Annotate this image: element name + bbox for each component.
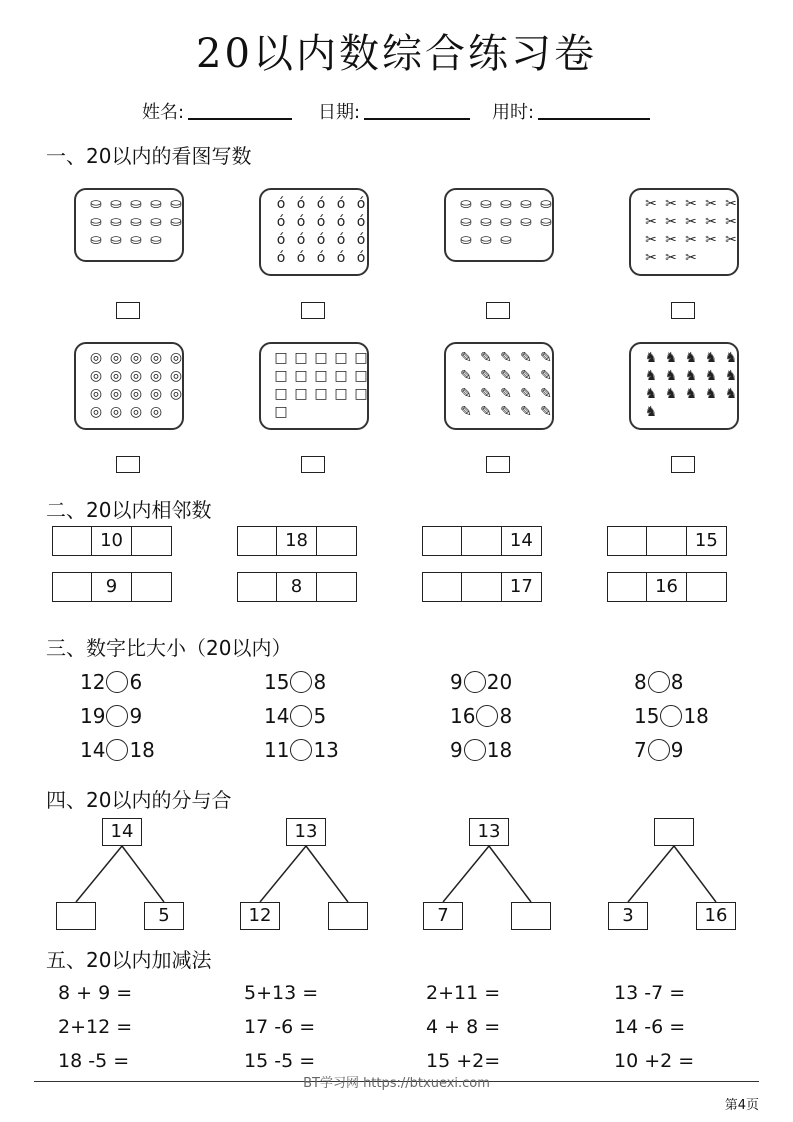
- curling-stone-icon: ⛀: [170, 214, 182, 230]
- split-line-left: [260, 846, 306, 902]
- arithmetic-problem[interactable]: 10 +2 =: [614, 1050, 695, 1072]
- chess-knight-icon: ♞: [644, 404, 658, 420]
- apple-icon: ó: [296, 232, 306, 248]
- square-icon: □: [314, 386, 328, 402]
- arithmetic-problem[interactable]: 2+11 =: [426, 982, 501, 1004]
- part-answer-box[interactable]: [328, 902, 368, 930]
- scissors-icon: ✂: [685, 196, 697, 212]
- volleyball-icon: ◎: [169, 368, 183, 384]
- whole-number: 14: [102, 818, 142, 846]
- volleyball-icon: ◎: [149, 404, 163, 420]
- square-icon: □: [334, 368, 348, 384]
- time-label: 用时:: [492, 102, 535, 123]
- square-icon: □: [294, 350, 308, 366]
- apple-icon: ó: [316, 250, 326, 266]
- scissors-icon: ✂: [705, 214, 717, 230]
- pencil-icon: ✎: [460, 386, 472, 402]
- split-line-right: [122, 846, 164, 902]
- pencil-icon: ✎: [480, 386, 492, 402]
- left-number: 19: [80, 704, 106, 728]
- arithmetic-problem[interactable]: 4 + 8 =: [426, 1016, 501, 1038]
- page-title: 20以内数综合练习卷: [196, 31, 597, 77]
- scissors-icon: ✂: [645, 232, 657, 248]
- arithmetic-problem[interactable]: 18 -5 =: [58, 1050, 130, 1072]
- split-line-right: [306, 846, 348, 902]
- part-number: 7: [423, 902, 463, 930]
- curling-stone-icon: ⛀: [90, 214, 102, 230]
- arithmetic-problem[interactable]: 13 -7 =: [614, 982, 686, 1004]
- square-icon: □: [294, 386, 308, 402]
- curling-stone-icon: ⛀: [170, 196, 182, 212]
- curling-stone-icon: ⛀: [460, 196, 472, 212]
- right-number: 5: [313, 704, 327, 728]
- volleyball-icon: ◎: [109, 350, 123, 366]
- curling-stone-icon: ⛀: [110, 196, 122, 212]
- curling-stone-icon: ⛀: [90, 196, 102, 212]
- left-number: 7: [634, 738, 647, 762]
- right-number: 9: [670, 738, 684, 762]
- volleyball-icon: ◎: [149, 368, 163, 384]
- curling-stone-icon: ⛀: [520, 196, 532, 212]
- apple-icon: ó: [316, 196, 326, 212]
- pencil-icon: ✎: [540, 350, 552, 366]
- square-icon: □: [354, 350, 368, 366]
- curling-stone-icon: ⛀: [540, 214, 552, 230]
- volleyball-icon: ◎: [109, 404, 123, 420]
- apple-icon: ó: [296, 196, 306, 212]
- section-5-heading: 五、20以内加减法: [46, 948, 212, 972]
- left-number: 9: [450, 670, 463, 694]
- pencil-icon: ✎: [460, 404, 472, 420]
- section-4-heading: 四、20以内的分与合: [46, 788, 232, 812]
- chess-knight-icon: ♞: [724, 350, 738, 366]
- part-number: 12: [240, 902, 280, 930]
- date-label: 日期:: [318, 102, 361, 123]
- given-number: 10: [92, 527, 131, 555]
- whole-number: 13: [286, 818, 326, 846]
- apple-icon: ó: [336, 232, 346, 248]
- apple-icon: ó: [296, 214, 306, 230]
- chess-knight-icon: ♞: [684, 368, 698, 384]
- scissors-icon: ✂: [645, 250, 657, 266]
- arithmetic-problem[interactable]: 8 + 9 =: [58, 982, 133, 1004]
- part-number: 16: [696, 902, 736, 930]
- curling-stone-icon: ⛀: [540, 196, 552, 212]
- square-icon: □: [354, 368, 368, 384]
- left-number: 15: [264, 670, 290, 694]
- section-1-heading: 一、20以内的看图写数: [46, 144, 252, 168]
- whole-number: 13: [469, 818, 509, 846]
- pencil-icon: ✎: [520, 386, 532, 402]
- apple-icon: ó: [296, 250, 306, 266]
- chess-knight-icon: ♞: [724, 386, 738, 402]
- split-line-left: [443, 846, 489, 902]
- given-number: 8: [277, 573, 316, 601]
- square-icon: □: [354, 386, 368, 402]
- scissors-icon: ✂: [725, 214, 737, 230]
- pencil-icon: ✎: [480, 350, 492, 366]
- left-number: 16: [450, 704, 476, 728]
- section-3-heading: 三、数字比大小（20以内）: [46, 636, 292, 660]
- scissors-icon: ✂: [685, 250, 697, 266]
- chess-knight-icon: ♞: [684, 386, 698, 402]
- chess-knight-icon: ♞: [644, 386, 658, 402]
- part-number: 3: [608, 902, 648, 930]
- part-number: 5: [144, 902, 184, 930]
- part-answer-box[interactable]: [511, 902, 551, 930]
- square-icon: □: [274, 350, 288, 366]
- apple-icon: ó: [356, 250, 366, 266]
- pencil-icon: ✎: [540, 368, 552, 384]
- square-icon: □: [334, 350, 348, 366]
- apple-icon: ó: [276, 232, 286, 248]
- curling-stone-icon: ⛀: [130, 214, 142, 230]
- whole-answer-box[interactable]: [654, 818, 694, 846]
- volleyball-icon: ◎: [129, 368, 143, 384]
- apple-icon: ó: [316, 214, 326, 230]
- volleyball-icon: ◎: [129, 386, 143, 402]
- apple-icon: ó: [316, 232, 326, 248]
- watermark: BT学习网 https://btxuexi.com: [303, 1076, 490, 1091]
- arithmetic-problem[interactable]: 5+13 =: [244, 982, 319, 1004]
- square-icon: □: [294, 368, 308, 384]
- scissors-icon: ✂: [705, 196, 717, 212]
- curling-stone-icon: ⛀: [110, 232, 122, 248]
- volleyball-icon: ◎: [149, 350, 163, 366]
- given-number: 9: [92, 573, 131, 601]
- right-number: 18: [486, 738, 513, 762]
- volleyball-icon: ◎: [89, 368, 103, 384]
- scissors-icon: ✂: [665, 250, 677, 266]
- given-number: 14: [509, 530, 533, 551]
- pencil-icon: ✎: [480, 404, 492, 420]
- apple-icon: ó: [276, 250, 286, 266]
- curling-stone-icon: ⛀: [480, 214, 492, 230]
- curling-stone-icon: ⛀: [480, 232, 492, 248]
- arithmetic-problem[interactable]: 2+12 =: [58, 1016, 133, 1038]
- volleyball-icon: ◎: [169, 386, 183, 402]
- given-number: 16: [647, 573, 686, 601]
- scissors-icon: ✂: [685, 232, 697, 248]
- split-line-right: [674, 846, 716, 902]
- curling-stone-icon: ⛀: [130, 232, 142, 248]
- right-number: 6: [129, 670, 143, 694]
- curling-stone-icon: ⛀: [460, 232, 472, 248]
- curling-stone-icon: ⛀: [150, 196, 162, 212]
- scissors-icon: ✂: [665, 196, 677, 212]
- scissors-icon: ✂: [685, 214, 697, 230]
- chess-knight-icon: ♞: [684, 350, 698, 366]
- arithmetic-problem[interactable]: 15 +2=: [426, 1050, 501, 1072]
- curling-stone-icon: ⛀: [520, 214, 532, 230]
- apple-icon: ó: [336, 250, 346, 266]
- curling-stone-icon: ⛀: [150, 214, 162, 230]
- curling-stone-icon: ⛀: [460, 214, 472, 230]
- right-number: 20: [486, 670, 513, 694]
- left-number: 8: [634, 670, 647, 694]
- pencil-icon: ✎: [480, 368, 492, 384]
- scissors-icon: ✂: [725, 196, 737, 212]
- left-number: 11: [264, 738, 290, 762]
- curling-stone-icon: ⛀: [130, 196, 142, 212]
- section-2-heading: 二、20以内相邻数: [46, 498, 212, 522]
- curling-stone-icon: ⛀: [500, 214, 512, 230]
- scissors-icon: ✂: [665, 214, 677, 230]
- volleyball-icon: ◎: [109, 386, 123, 402]
- curling-stone-icon: ⛀: [150, 232, 162, 248]
- square-icon: □: [274, 386, 288, 402]
- right-number: 18: [129, 738, 155, 762]
- right-number: 13: [313, 738, 339, 762]
- apple-icon: ó: [276, 214, 286, 230]
- pencil-icon: ✎: [500, 350, 512, 366]
- volleyball-icon: ◎: [129, 404, 143, 420]
- scissors-icon: ✂: [705, 232, 717, 248]
- apple-icon: ó: [336, 214, 346, 230]
- volleyball-icon: ◎: [89, 404, 103, 420]
- split-line-left: [628, 846, 674, 902]
- scissors-icon: ✂: [645, 196, 657, 212]
- chess-knight-icon: ♞: [664, 368, 678, 384]
- left-number: 14: [80, 738, 106, 762]
- curling-stone-icon: ⛀: [90, 232, 102, 248]
- volleyball-icon: ◎: [109, 368, 123, 384]
- square-icon: □: [274, 368, 288, 384]
- chess-knight-icon: ♞: [704, 350, 718, 366]
- curling-stone-icon: ⛀: [110, 214, 122, 230]
- left-number: 15: [634, 704, 660, 728]
- left-number: 9: [450, 738, 463, 762]
- left-number: 12: [80, 670, 106, 694]
- split-line-right: [489, 846, 531, 902]
- volleyball-icon: ◎: [169, 350, 183, 366]
- given-number: 17: [509, 576, 533, 597]
- right-number: 8: [313, 670, 327, 694]
- pencil-icon: ✎: [540, 386, 552, 402]
- given-number: 18: [277, 527, 316, 555]
- apple-icon: ó: [356, 232, 366, 248]
- volleyball-icon: ◎: [89, 386, 103, 402]
- chess-knight-icon: ♞: [724, 368, 738, 384]
- curling-stone-icon: ⛀: [500, 196, 512, 212]
- chess-knight-icon: ♞: [664, 350, 678, 366]
- chess-knight-icon: ♞: [644, 350, 658, 366]
- apple-icon: ó: [356, 214, 366, 230]
- right-number: 8: [499, 704, 513, 728]
- square-icon: □: [274, 404, 288, 420]
- pencil-icon: ✎: [500, 368, 512, 384]
- chess-knight-icon: ♞: [664, 386, 678, 402]
- volleyball-icon: ◎: [129, 350, 143, 366]
- square-icon: □: [314, 368, 328, 384]
- pencil-icon: ✎: [520, 350, 532, 366]
- pencil-icon: ✎: [540, 404, 552, 420]
- volleyball-icon: ◎: [89, 350, 103, 366]
- right-number: 9: [129, 704, 143, 728]
- curling-stone-icon: ⛀: [500, 232, 512, 248]
- scissors-icon: ✂: [725, 232, 737, 248]
- square-icon: □: [334, 386, 348, 402]
- pencil-icon: ✎: [500, 386, 512, 402]
- chess-knight-icon: ♞: [704, 386, 718, 402]
- curling-stone-icon: ⛀: [480, 196, 492, 212]
- pencil-icon: ✎: [520, 368, 532, 384]
- apple-icon: ó: [336, 196, 346, 212]
- split-line-left: [76, 846, 122, 902]
- given-number: 15: [694, 530, 718, 551]
- pencil-icon: ✎: [460, 368, 472, 384]
- right-number: 8: [670, 670, 684, 694]
- volleyball-icon: ◎: [149, 386, 163, 402]
- pencil-icon: ✎: [520, 404, 532, 420]
- right-number: 18: [683, 704, 709, 728]
- arithmetic-problem[interactable]: 14 -6 =: [614, 1016, 686, 1038]
- part-answer-box[interactable]: [56, 902, 96, 930]
- pencil-icon: ✎: [500, 404, 512, 420]
- arithmetic-problem[interactable]: 15 -5 =: [244, 1050, 316, 1072]
- pencil-icon: ✎: [460, 350, 472, 366]
- page-number: 第4页: [724, 1098, 759, 1113]
- square-icon: □: [314, 350, 328, 366]
- arithmetic-problem[interactable]: 17 -6 =: [244, 1016, 316, 1038]
- name-label: 姓名:: [142, 102, 185, 123]
- apple-icon: ó: [276, 196, 286, 212]
- scissors-icon: ✂: [645, 214, 657, 230]
- chess-knight-icon: ♞: [644, 368, 658, 384]
- apple-icon: ó: [356, 196, 366, 212]
- scissors-icon: ✂: [665, 232, 677, 248]
- chess-knight-icon: ♞: [704, 368, 718, 384]
- left-number: 14: [264, 704, 290, 728]
